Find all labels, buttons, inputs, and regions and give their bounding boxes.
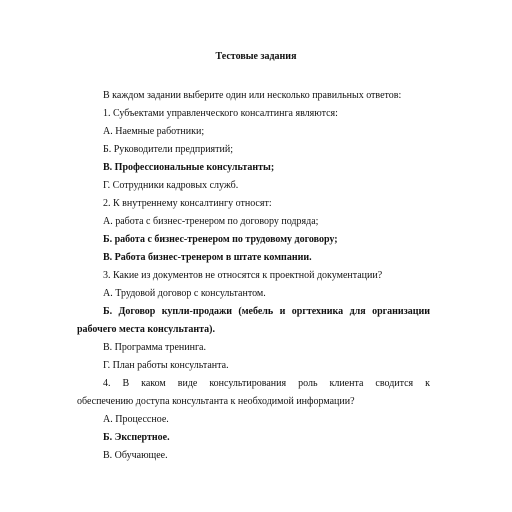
question-3: 3. Какие из документов не относятся к проектной документации? — [103, 270, 383, 281]
question-2: 2. К внутреннему консалтингу относят: — [103, 198, 272, 209]
document-title: Тестовые задания — [215, 51, 297, 62]
q3-option-b-correct-line1: Б. Договор купли-продажи (мебель и оргтехника для организации — [103, 306, 430, 317]
q4-option-v: В. Обучающее. — [103, 450, 168, 461]
q2-option-a: А. работа с бизнес-тренером по договору подряда; — [103, 216, 319, 227]
q3-option-g: Г. План работы консультанта. — [103, 360, 229, 371]
q4-option-a: А. Процессное. — [103, 414, 169, 425]
q1-option-g: Г. Сотрудники кадровых служб. — [103, 180, 239, 191]
q3-option-v: В. Программа тренинга. — [103, 342, 206, 353]
q1-option-b: Б. Руководители предприятий; — [103, 144, 234, 155]
q4-option-b-correct: Б. Экспертное. — [103, 432, 170, 443]
q3-option-a: А. Трудовой договор с консультантом. — [103, 288, 266, 299]
q1-option-v-correct: В. Профессиональные консультанты; — [103, 162, 275, 173]
question-4-line1: 4. В каком виде консультирования роль клиента сводится к — [103, 378, 430, 389]
q1-option-a: А. Наемные работники; — [103, 126, 205, 137]
question-1: 1. Субъектами управленческого консалтинга являются: — [103, 108, 338, 119]
q3-option-b-correct-line2: рабочего места консультанта). — [77, 324, 216, 335]
q2-option-v-correct: В. Работа бизнес-тренером в штате компании. — [103, 252, 312, 263]
instruction-text: В каждом задании выберите один или несколько правильных ответов: — [103, 90, 402, 101]
q2-option-b-correct: Б. работа с бизнес-тренером по трудовому договору; — [103, 234, 338, 245]
question-4-line2: обеспечению доступа консультанта к необходимой информации? — [77, 396, 355, 407]
